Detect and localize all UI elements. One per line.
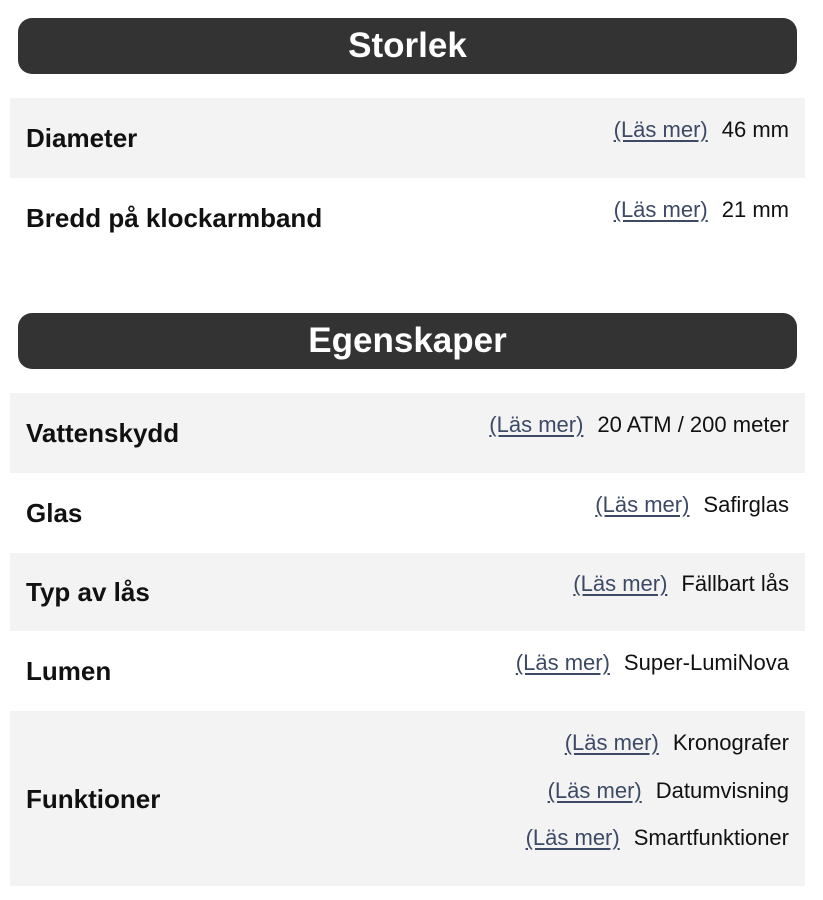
spec-value-text: Kronografer	[672, 730, 789, 755]
read-more-link[interactable]: (Läs mer)	[489, 412, 584, 437]
spec-row-strap-width	[10, 178, 805, 258]
spec-value	[614, 116, 789, 144]
read-more-link[interactable]: (Läs mer)	[573, 571, 668, 596]
spec-value	[526, 824, 789, 852]
read-more-link[interactable]: (Läs mer)	[525, 825, 620, 850]
read-more-link[interactable]: (Läs mer)	[595, 492, 690, 517]
spec-label: Typ av lås	[26, 577, 150, 607]
read-more-link[interactable]: (Läs mer)	[613, 197, 708, 222]
spec-label: Funktioner	[26, 784, 161, 814]
spec-label: Bredd på klockarmband	[26, 203, 323, 233]
section-title: Storlek	[348, 26, 467, 65]
spec-label: Glas	[26, 498, 83, 528]
spec-value	[548, 777, 789, 805]
spec-value-text: Datumvisning	[655, 778, 789, 803]
section-title: Egenskaper	[308, 321, 507, 360]
spec-value	[516, 649, 789, 677]
spec-label: Diameter	[26, 123, 138, 153]
spec-value-text: Fällbart lås	[681, 571, 789, 596]
section-header-storlek	[18, 18, 797, 74]
spec-row-clasp-type	[10, 553, 805, 631]
spec-value	[614, 196, 789, 224]
spec-label: Vattenskydd	[26, 418, 180, 448]
spec-value	[489, 411, 789, 439]
spec-row-water-resistance	[10, 393, 805, 473]
spec-value-text: 46 mm	[721, 117, 789, 142]
spec-label: Lumen	[26, 656, 112, 686]
spec-value-text: 20 ATM / 200 meter	[597, 412, 789, 437]
section-header-egenskaper	[18, 313, 797, 369]
spec-value	[573, 570, 789, 598]
spec-value-text: 21 mm	[721, 197, 789, 222]
spec-value-text: Smartfunktioner	[633, 825, 789, 850]
spec-row-glass	[10, 473, 805, 553]
spec-row-functions	[10, 711, 805, 886]
read-more-link[interactable]: (Läs mer)	[515, 650, 610, 675]
read-more-link[interactable]: (Läs mer)	[564, 730, 659, 755]
read-more-link[interactable]: (Läs mer)	[613, 117, 708, 142]
read-more-link[interactable]: (Läs mer)	[547, 778, 642, 803]
spec-value	[565, 729, 789, 757]
spec-value	[595, 491, 789, 519]
spec-value-text: Super-LumiNova	[623, 650, 789, 675]
spec-row-diameter	[10, 98, 805, 178]
spec-value-text: Safirglas	[703, 492, 789, 517]
spec-row-lume	[10, 631, 805, 711]
